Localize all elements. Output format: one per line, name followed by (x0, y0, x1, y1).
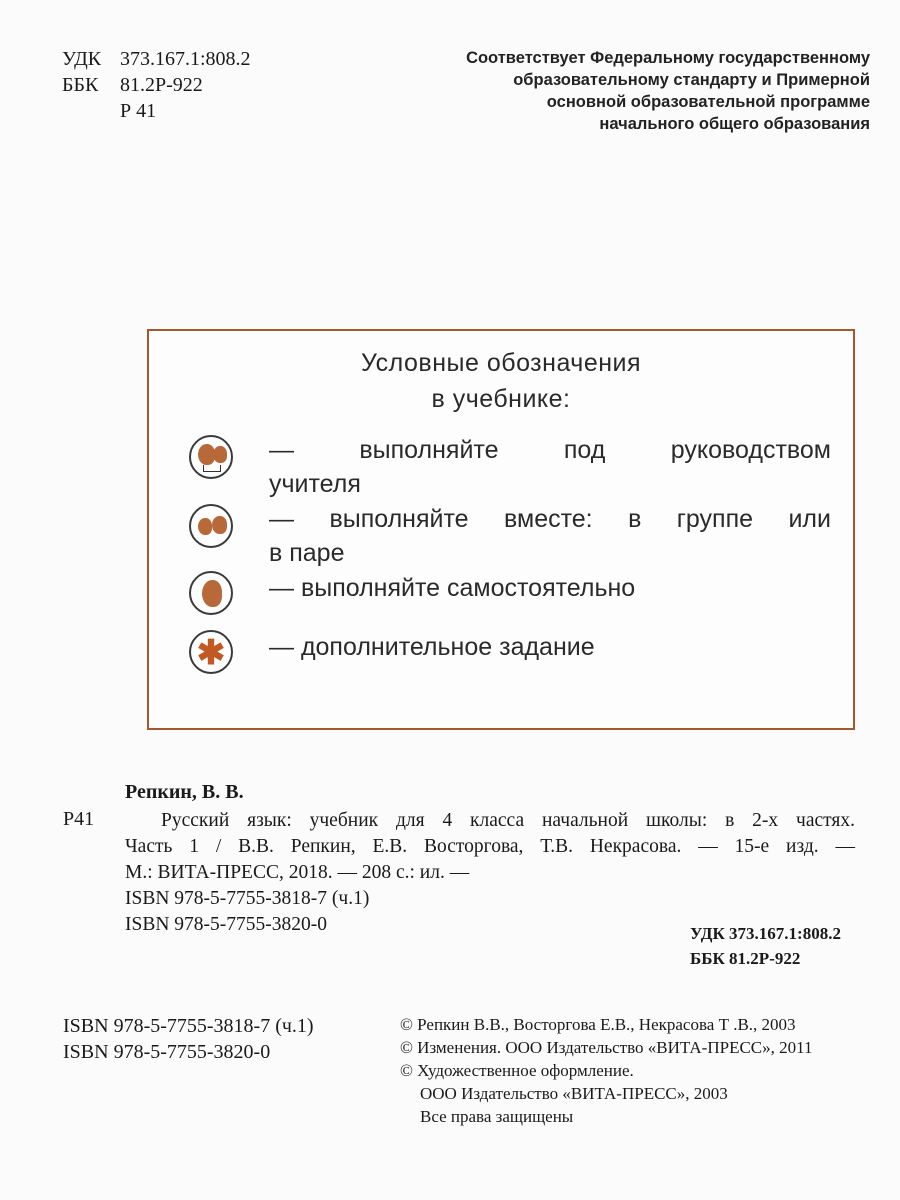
legend-item-text (269, 433, 831, 501)
classification-codes (62, 46, 251, 124)
copyright-line: © Изменения. ООО Издательство «ВИТА-ПРЕСС», 2011 (400, 1038, 813, 1057)
standard-line: Соответствует Федеральному государственному (466, 49, 870, 67)
copyright-block (400, 1013, 813, 1128)
bbk-value: 81.2Р-922 (120, 74, 203, 96)
bib-line: М.: ВИТА-ПРЕСС, 2018. — 208 с.: ил. — (125, 862, 470, 883)
author-mark: Р 41 (120, 100, 157, 122)
bib-bbk: ББК 81.2Р-922 (690, 949, 801, 968)
legend-text-line: учителя (269, 470, 361, 498)
legend-title-line: в учебнике: (431, 385, 571, 413)
legend-item-teacher (189, 433, 831, 503)
legend-item-text: — выполняйте самостоятельно (269, 574, 636, 602)
teacher-guided-icon (189, 435, 233, 479)
udk-line (62, 46, 251, 72)
legend-item-extra (189, 630, 831, 678)
individual-work-icon (189, 571, 233, 615)
footer-isbn-line: ISBN 978-5-7755-3820-0 (63, 1041, 271, 1063)
copyright-line: © Репкин В.В., Восторгова Е.В., Некрасова Т .В., 2003 (400, 1015, 796, 1034)
standard-line: образовательному стандарту и Примерной (513, 71, 870, 89)
bib-description (125, 808, 855, 938)
copyright-line: © Художественное оформление. (400, 1061, 634, 1080)
udk-label: УДК (62, 48, 102, 70)
footer-isbn (63, 1013, 314, 1065)
legend-title (149, 345, 853, 417)
udk-value: 373.167.1:808.2 (120, 48, 251, 70)
bib-udk: УДК 373.167.1:808.2 (690, 924, 841, 943)
bbk-line (62, 72, 251, 98)
legend-text-line: — выполняйте вместе: в группе или (269, 505, 831, 533)
legend-item-text (269, 502, 831, 570)
footer-isbn-line: ISBN 978-5-7755-3818-7 (ч.1) (63, 1015, 314, 1037)
bib-author: Репкин, В. В. (125, 781, 244, 803)
bib-line: Часть 1 / В.В. Репкин, Е.В. Восторгова, Т.В. Некрасова. — 15-е изд. — (125, 836, 855, 857)
bib-mark: Р41 (63, 808, 95, 830)
legend-item-individual (189, 571, 831, 619)
bbk-label: ББК (62, 74, 99, 96)
legend-item-text: — дополнительное задание (269, 633, 595, 661)
pair-work-icon (189, 504, 233, 548)
legend-text-line: — выполняйте под руководством (269, 436, 831, 464)
legend-title-line: Условные обозначения (360, 349, 642, 377)
standard-line: основной образовательной программе (546, 93, 870, 111)
copyright-line: ООО Издательство «ВИТА-ПРЕСС», 2003 (420, 1084, 728, 1103)
rights-reserved: Все права защищены (420, 1107, 574, 1126)
asterisk-icon (189, 630, 233, 674)
standard-line: начального общего образования (599, 115, 870, 133)
legend-item-pair (189, 502, 831, 572)
symbols-legend-box (147, 329, 855, 730)
bib-isbn: ISBN 978-5-7755-3820-0 (125, 914, 328, 935)
standard-compliance-note (466, 47, 870, 135)
bib-isbn: ISBN 978-5-7755-3818-7 (ч.1) (125, 888, 370, 909)
bib-classification (690, 921, 841, 971)
legend-text-line: в паре (269, 539, 345, 567)
bib-line: Русский язык: учебник для 4 класса начальной школы: в 2-х частях. (161, 810, 855, 831)
asterisk-glyph: ✱ (196, 634, 226, 672)
